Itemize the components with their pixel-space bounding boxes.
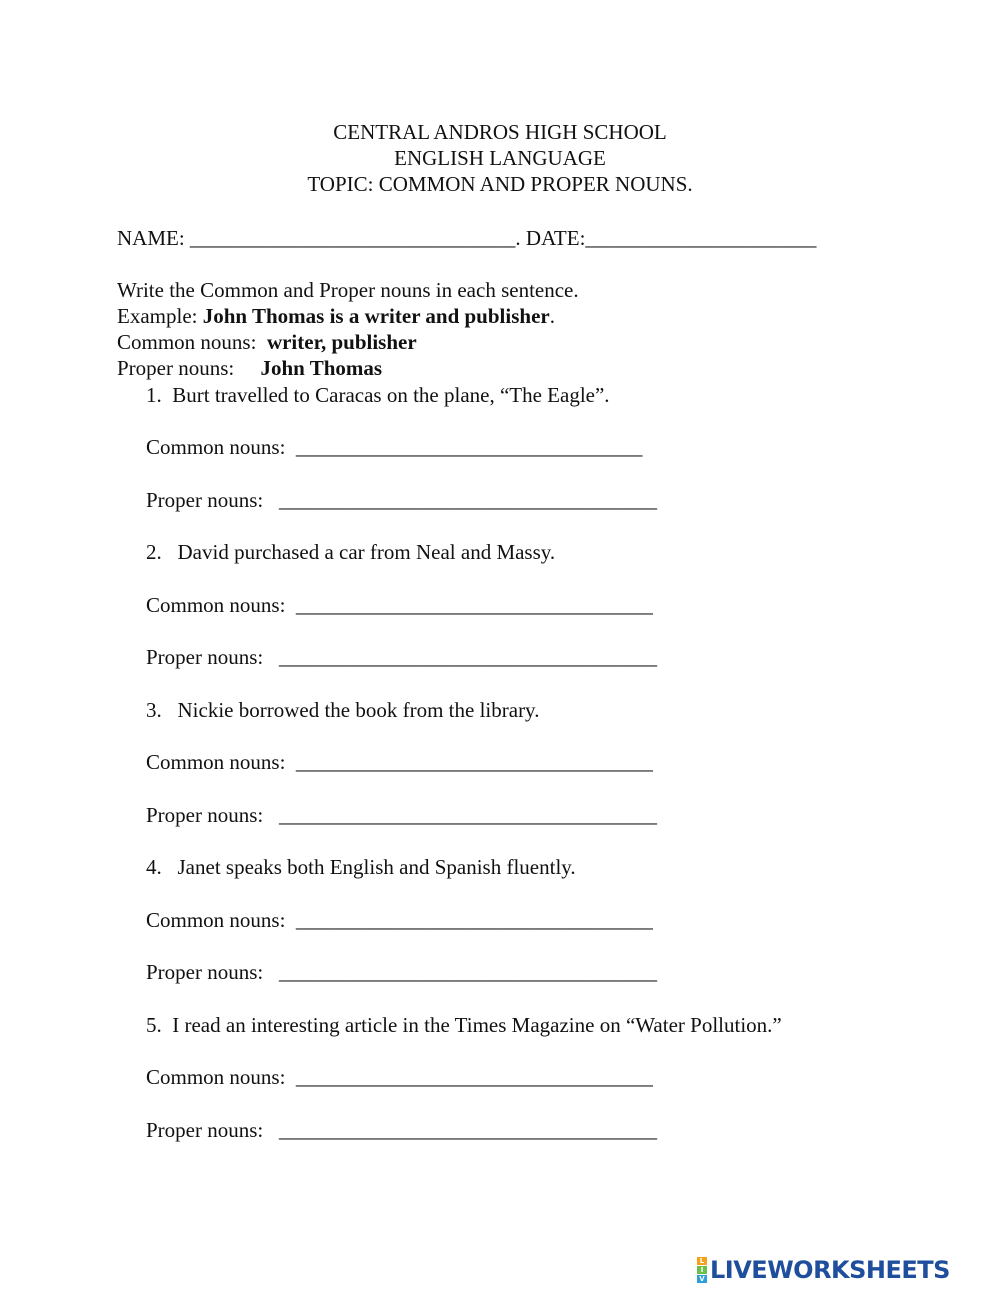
logo-mark-letter: V — [697, 1275, 707, 1283]
example-common-value: writer, publisher — [266, 330, 417, 354]
example-proper-label: Proper nouns: — [117, 356, 261, 380]
question-1-proper-field[interactable]: Proper nouns: ____________________________________ — [146, 488, 657, 512]
topic-title: TOPIC: COMMON AND PROPER NOUNS. — [307, 172, 693, 196]
question-1-common-field[interactable]: Common nouns: _________________________________ — [146, 435, 643, 459]
example-common-line — [117, 329, 417, 355]
question-3-proper-field[interactable]: Proper nouns: ____________________________________ — [146, 803, 657, 827]
logo-mark-letter: L — [697, 1257, 707, 1265]
subject-title: ENGLISH LANGUAGE — [394, 146, 606, 170]
name-date-line: NAME: _______________________________. DATE:______________________ — [117, 226, 817, 250]
question-1-sentence: 1. Burt travelled to Caracas on the plane, “The Eagle”. — [146, 383, 610, 407]
logo-text: LIVEWORKSHEETS — [710, 1256, 950, 1284]
question-3-common-field[interactable]: Common nouns: __________________________________ — [146, 750, 653, 774]
logo-mark-letter: I — [697, 1266, 707, 1274]
example-prefix: Example: — [117, 304, 203, 328]
question-2-proper-field[interactable]: Proper nouns: ____________________________________ — [146, 645, 657, 669]
question-5-sentence: 5. I read an interesting article in the Times Magazine on “Water Pollution.” — [146, 1013, 782, 1037]
example-sentence: John Thomas is a writer and publisher — [202, 304, 550, 328]
example-line — [117, 303, 555, 329]
question-5-common-field[interactable]: Common nouns: __________________________________ — [146, 1065, 653, 1089]
example-proper-value: John Thomas — [260, 356, 383, 380]
logo-mark-icon — [697, 1257, 707, 1284]
example-suffix: . — [549, 304, 555, 328]
example-common-label: Common nouns: — [117, 330, 267, 354]
question-5-proper-field[interactable]: Proper nouns: ____________________________________ — [146, 1118, 657, 1142]
question-3-sentence: 3. Nickie borrowed the book from the library. — [146, 698, 540, 722]
liveworksheets-logo — [697, 1256, 950, 1284]
question-2-common-field[interactable]: Common nouns: __________________________________ — [146, 593, 653, 617]
question-4-common-field[interactable]: Common nouns: __________________________________ — [146, 908, 653, 932]
question-4-proper-field[interactable]: Proper nouns: ____________________________________ — [146, 960, 657, 984]
question-4-sentence: 4. Janet speaks both English and Spanish fluently. — [146, 855, 576, 879]
instructions: Write the Common and Proper nouns in each sentence. — [117, 278, 579, 302]
question-2-sentence: 2. David purchased a car from Neal and Massy. — [146, 540, 556, 564]
school-name: CENTRAL ANDROS HIGH SCHOOL — [333, 120, 667, 144]
example-proper-line — [117, 355, 382, 381]
